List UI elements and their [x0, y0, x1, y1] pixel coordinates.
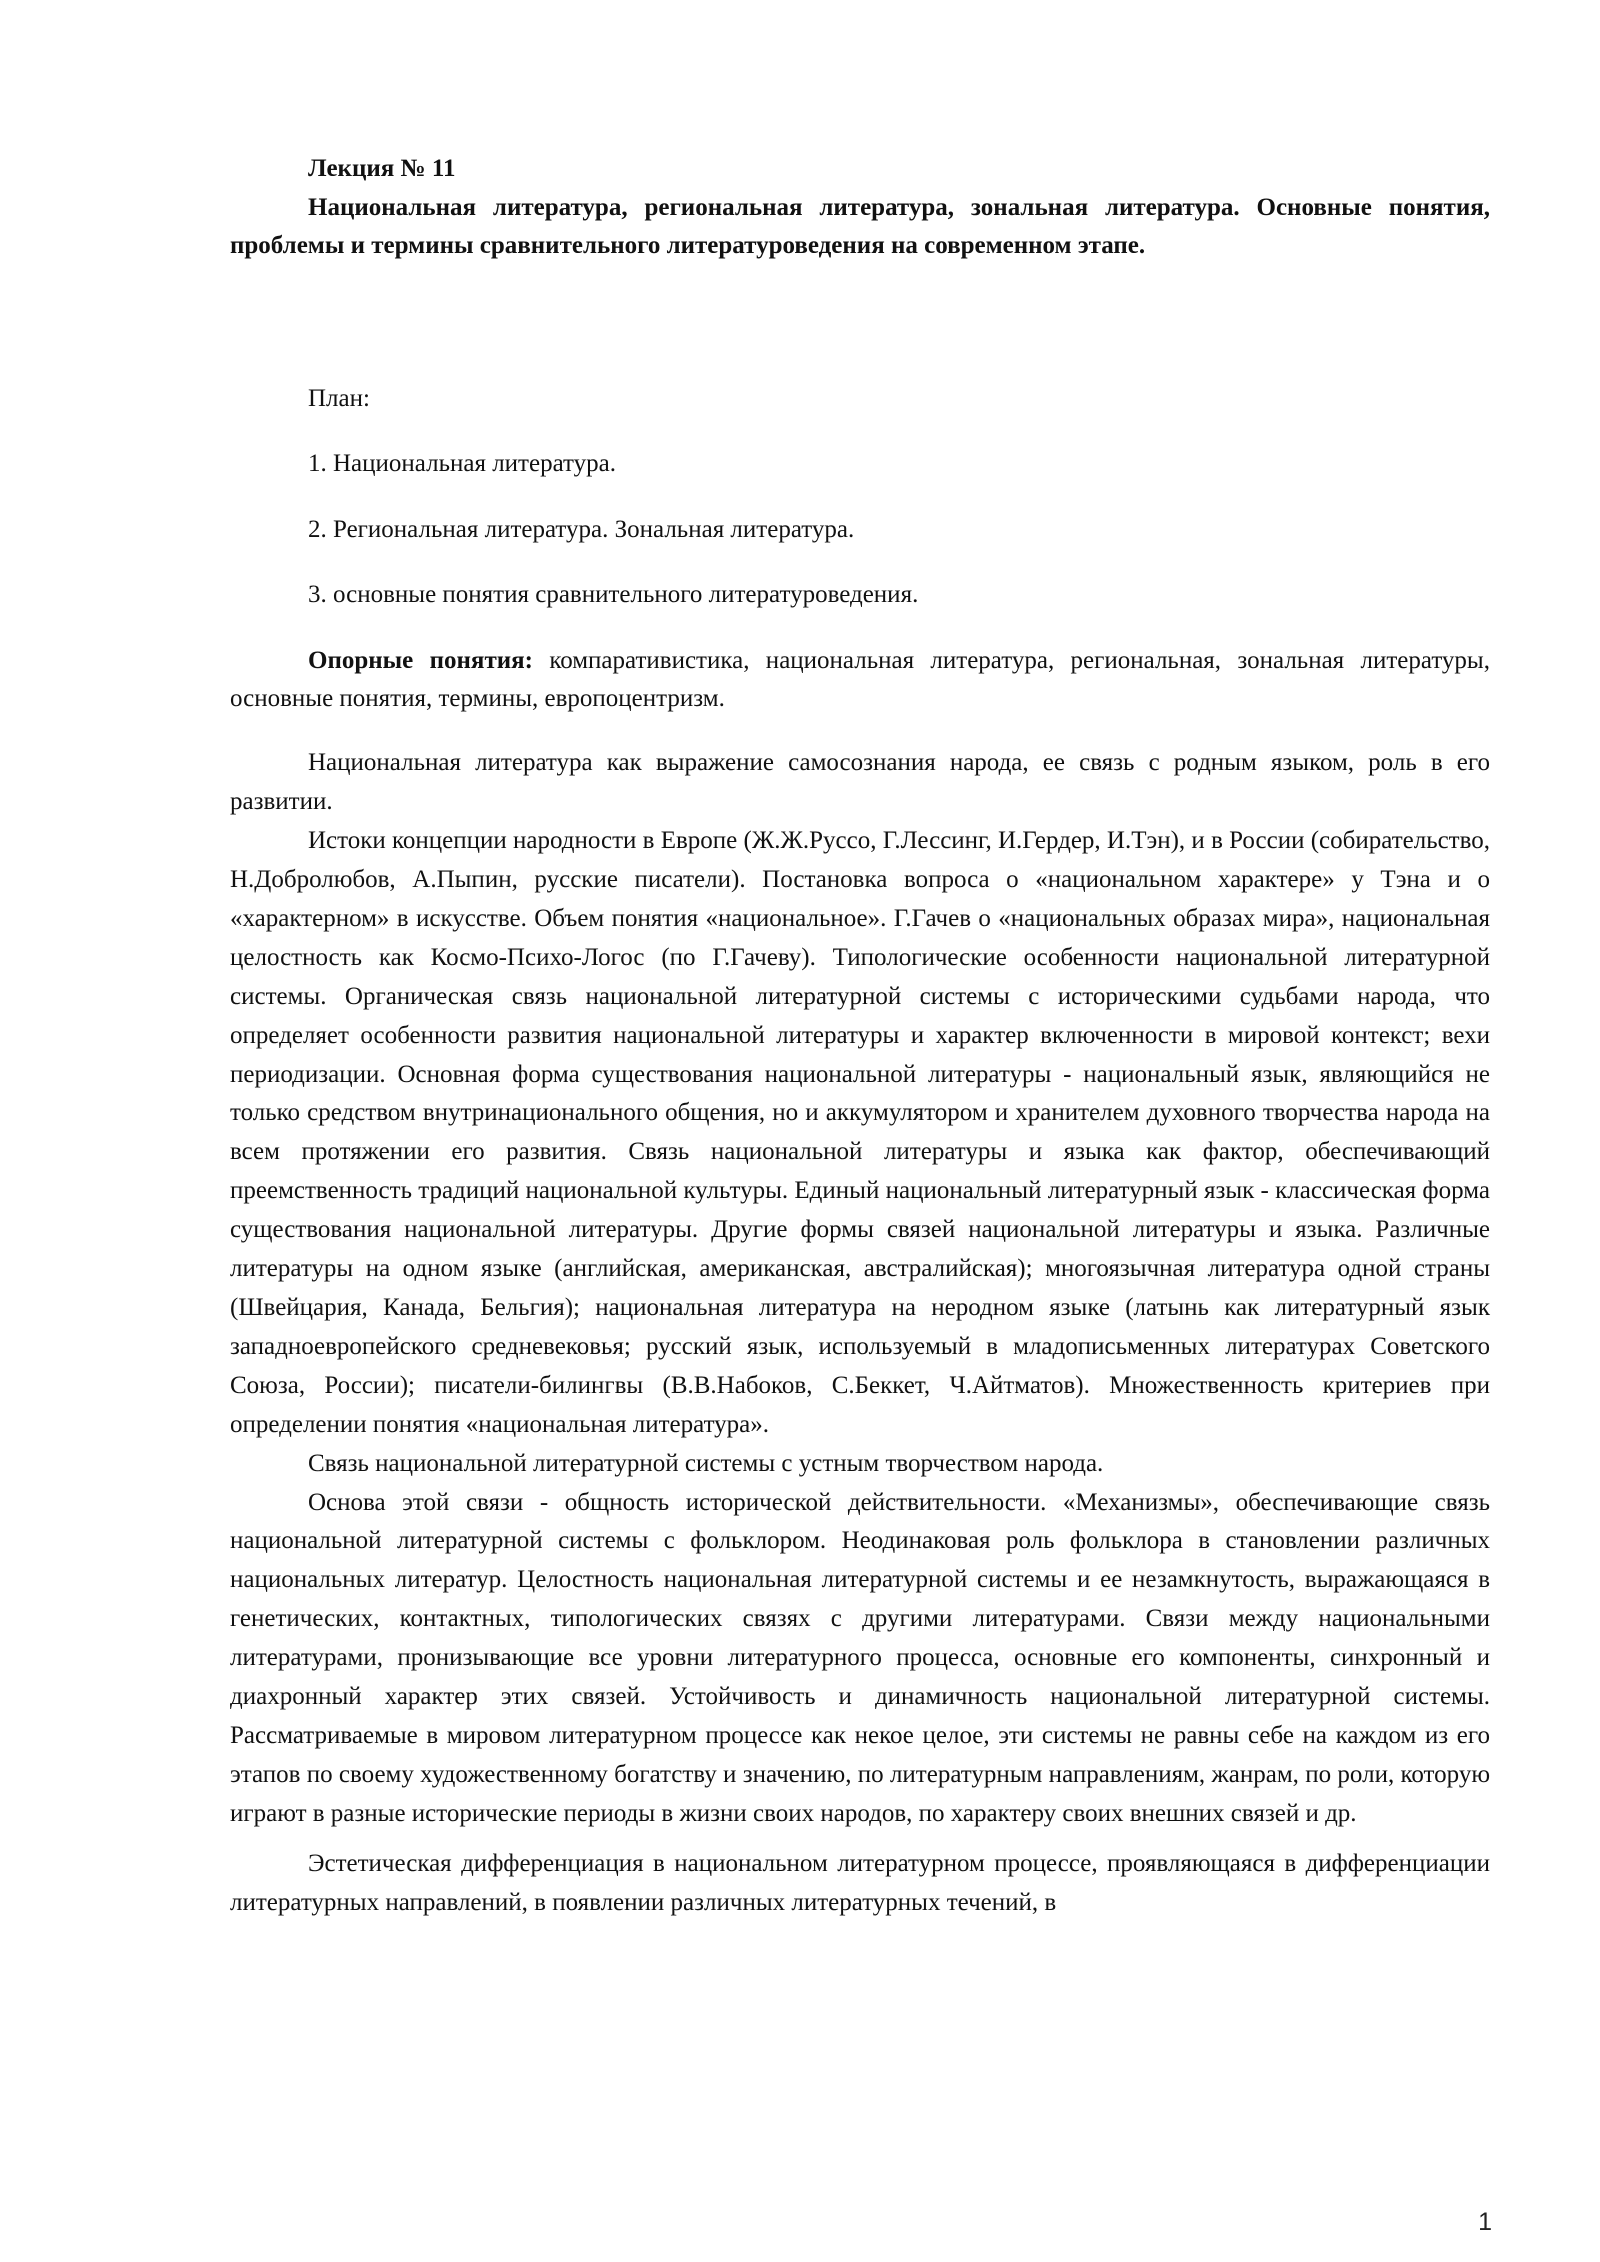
plan-list: [230, 445, 1490, 615]
key-concepts-paragraph: [230, 642, 1490, 720]
body-paragraph-5: Эстетическая дифференциация в национальном литературном процессе, проявляющаяся в дифференциации литературных направлений, в появлении различных литературных течений, в: [230, 1849, 1490, 1916]
key-concepts-label: Опорные понятия:: [308, 646, 533, 674]
body-paragraph-1: Национальная литература как выражение самосознания народа, ее связь с родным языком, роль в его развитии.: [230, 749, 1490, 816]
page-number: 1: [1478, 2208, 1492, 2236]
plan-item: 3. основные понятия сравнительного литературоведения.: [308, 581, 919, 608]
body-paragraph-4: Основа этой связи - общность исторической действительности. «Механизмы», обеспечивающие связь национальной литературной системы с фольклором. Неодинаковая роль фольклора в становлении различных национальных литератур. Целостность национальная литературной системы и ее незамкнутость, выражающаяся в генетических, контактных, типологических связях с другими литературами. Связи между национальными литературами, пронизывающие все уровни литературного процесса, основные его компоненты, синхронный и диахронный характер этих связей. Устойчивость и динамичность национальной литературной системы. Рассматриваемые в мировом литературном процессе как некое целое, эти системы не равны себе на каждом из его этапов по своему художественному богатству и значению, по литературным направлениям, жанрам, по роли, которую играют в разные исторические периоды в жизни своих народов, по характеру своих внешних связей и др.: [230, 1488, 1490, 1827]
plan-item: 2. Региональная литература. Зональная литература.: [308, 515, 855, 543]
plan-label: План:: [308, 384, 370, 412]
lecture-number: Лекция № 11: [308, 155, 456, 182]
document-page: [230, 150, 1490, 1923]
lecture-title: Национальная литература, региональная литература, зональная литература. Основные понятия, проблемы и термины сравнительного литературоведения на современном этапе.: [230, 193, 1490, 259]
key-concepts-text: компаративистика, национальная литература, региональная, зональная литературы, основные понятия, термины, европоцентризм.: [230, 646, 1490, 713]
body-paragraph-2: Истоки концепции народности в Европе (Ж.Ж.Руссо, Г.Лессинг, И.Гердер, И.Тэн), и в России (собирательство, Н.Добролюбов, А.Пыпин, русские писатели). Постановка вопроса о «национальном характере» у Тэна и о «характерном» в искусстве. Объем понятия «национальное». Г.Гачев о «национальных образах мира», национальная целостность как Космо-Психо-Логос (по Г.Гачеву). Типологические особенности национальной литературной системы. Органическая связь национальной литературной системы с историческими судьбами народа, что определяет особенности развития национальной литературы и характер включенности в мировой контекст; вехи периодизации. Основная форма существования национальной литературы - национальный язык, являющийся не только средством внутринационального общения, но и аккумулятором и хранителем духовного творчества народа на всем протяжении его развития. Связь национальной литературы и языка как фактор, обеспечивающий преемственность традиций национальной культуры. Единый национальный литературный язык - классическая форма существования национальной литературы. Другие формы связей национальной литературы и языка. Различные литературы на одном языке (английская, американская, австралийская); многоязычная литература одной страны (Швейцария, Канада, Бельгия); национальная литература на неродном языке (латынь как литературный язык западноевропейского средневековья; русский язык, используемый в младописьменных литературах Советского Союза, России); писатели-билингвы (В.В.Набоков, С.Беккет, Ч.Айтматов). Множественность критериев при определении понятия «национальная литература».: [230, 827, 1490, 1438]
plan-item: 1. Национальная литература.: [308, 450, 616, 477]
body-paragraph-3: Связь национальной литературной системы с устным творчеством народа.: [308, 1449, 1104, 1477]
